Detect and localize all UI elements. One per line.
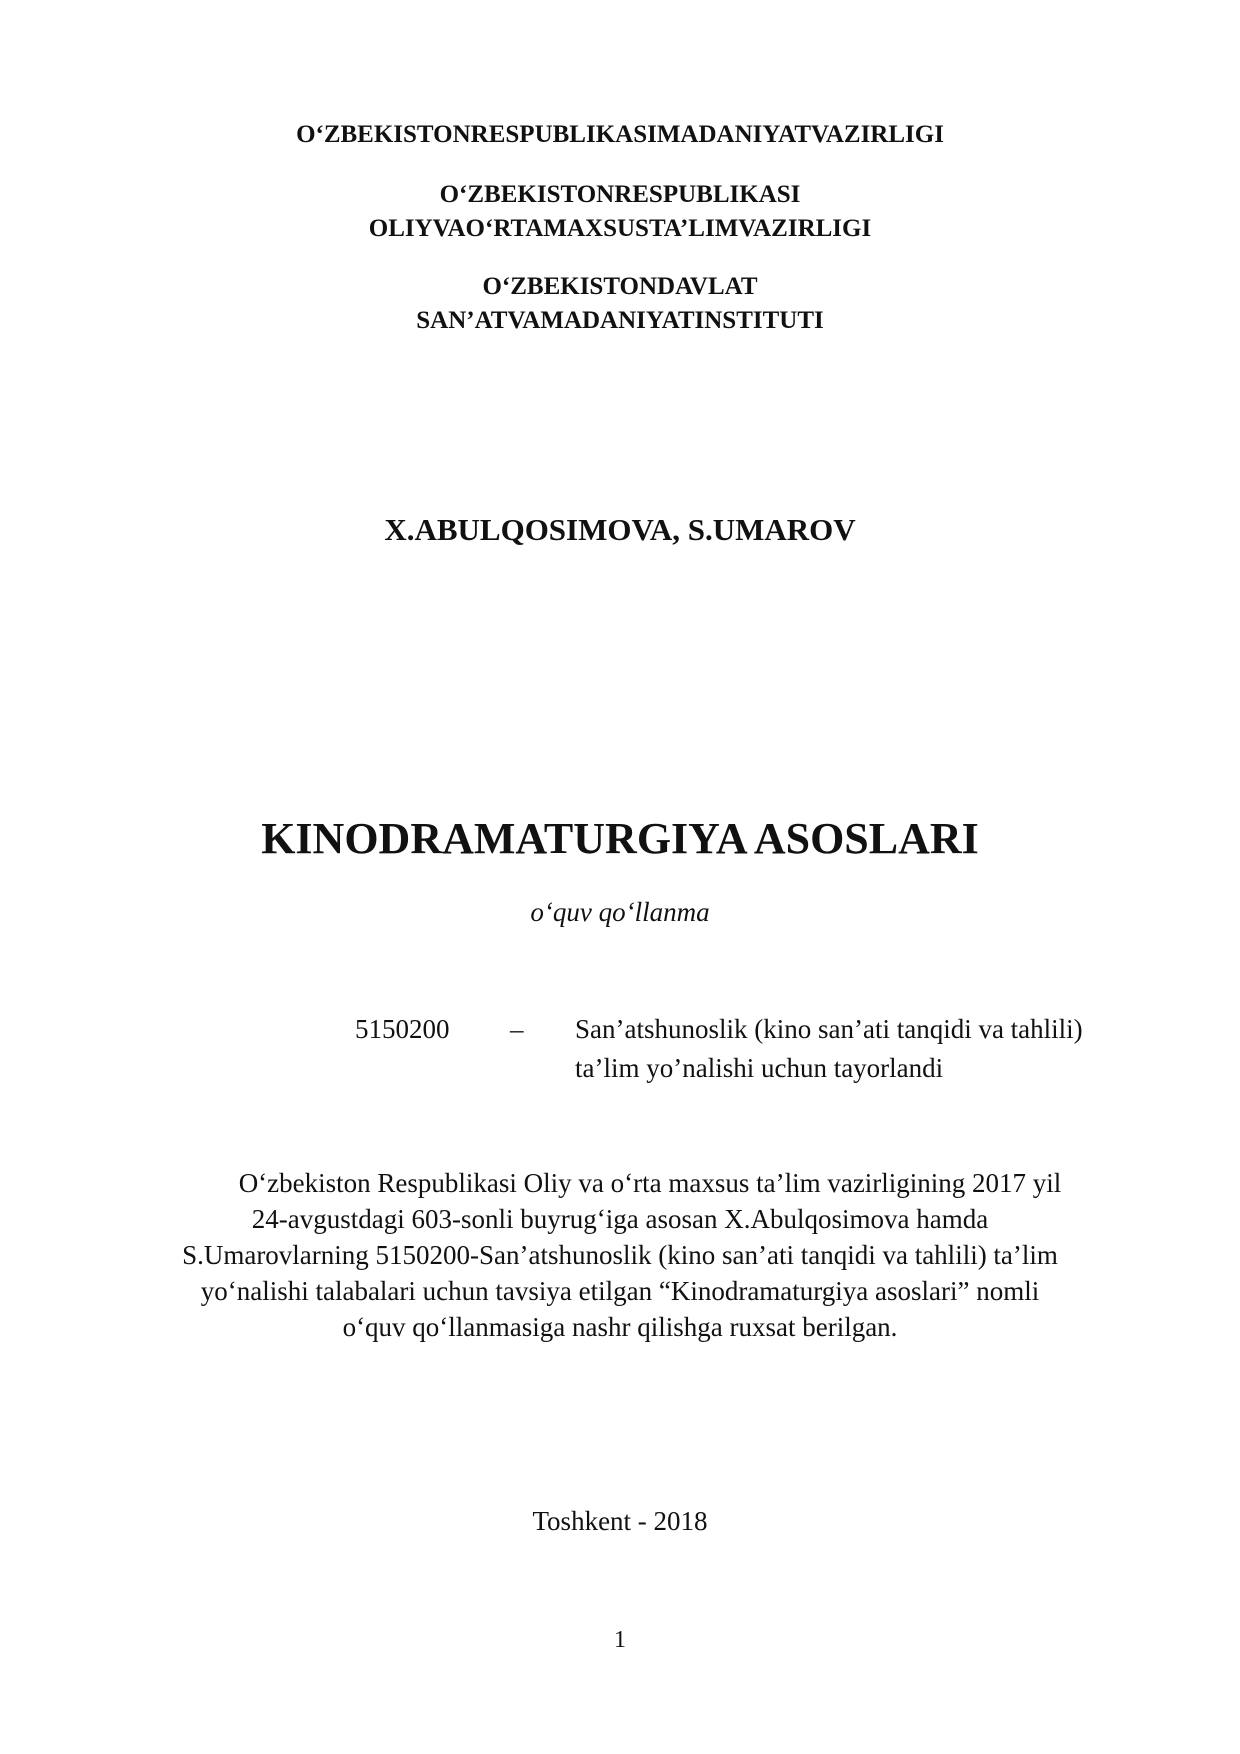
authors: X.ABULQOSIMOVA, S.UMAROV	[384, 512, 856, 547]
institute-line-2: SAN’ATVAMADANIYATINSTITUTI	[416, 307, 824, 334]
ministry-culture-heading: O‘ZBEKISTONRESPUBLIKASIMADANIYATVAZIRLIGI	[296, 121, 944, 148]
approval-line-5: o‘quv qo‘llanmasiga nashr qilishga ruxsat berilgan.	[342, 1312, 898, 1342]
institute-line-1: O‘ZBEKISTONDAVLAT	[482, 273, 758, 300]
ministry-education-line-2: OLIYVAO‘RTAMAXSUSTA’LIMVAZIRLIGI	[368, 215, 872, 242]
specialty-dash: –	[510, 1014, 524, 1044]
book-title: KINODRAMATURGIYA ASOSLARI	[261, 814, 979, 863]
approval-line-3: S.Umarovlarning 5150200-San’atshunoslik (kino san’ati tanqidi va tahlili) ta’lim	[182, 1240, 1058, 1270]
specialty-line-1: San’atshunoslik (kino san’ati tanqidi va tahlili)	[575, 1014, 1083, 1044]
approval-paragraph	[0, 1165, 1240, 1345]
approval-line-1: O‘zbekiston Respublikasi Oliy va o‘rta maxsus ta’lim vazirligining 2017 yil	[238, 1168, 1062, 1198]
ministry-education-heading	[0, 178, 1240, 246]
approval-line-2: 24-avgustdagi 603-sonli buyrug‘iga asosan X.Abulqosimova hamda	[251, 1204, 989, 1234]
specialty-code: 5150200	[355, 1014, 450, 1044]
place-year: Toshkent - 2018	[532, 1506, 708, 1536]
page-number: 1	[614, 1627, 626, 1653]
institute-heading	[0, 270, 1240, 338]
specialty-description	[575, 1010, 1083, 1088]
book-subtitle: o‘quv qo‘llanma	[530, 897, 710, 927]
specialty-line-2: ta’lim yo’nalishi uchun tayorlandi	[575, 1053, 944, 1083]
ministry-education-line-1: O‘ZBEKISTONRESPUBLIKASI	[439, 181, 801, 208]
approval-line-4: yo‘nalishi talabalari uchun tavsiya etilgan “Kinodramaturgiya asoslari” nomli	[200, 1276, 1040, 1306]
